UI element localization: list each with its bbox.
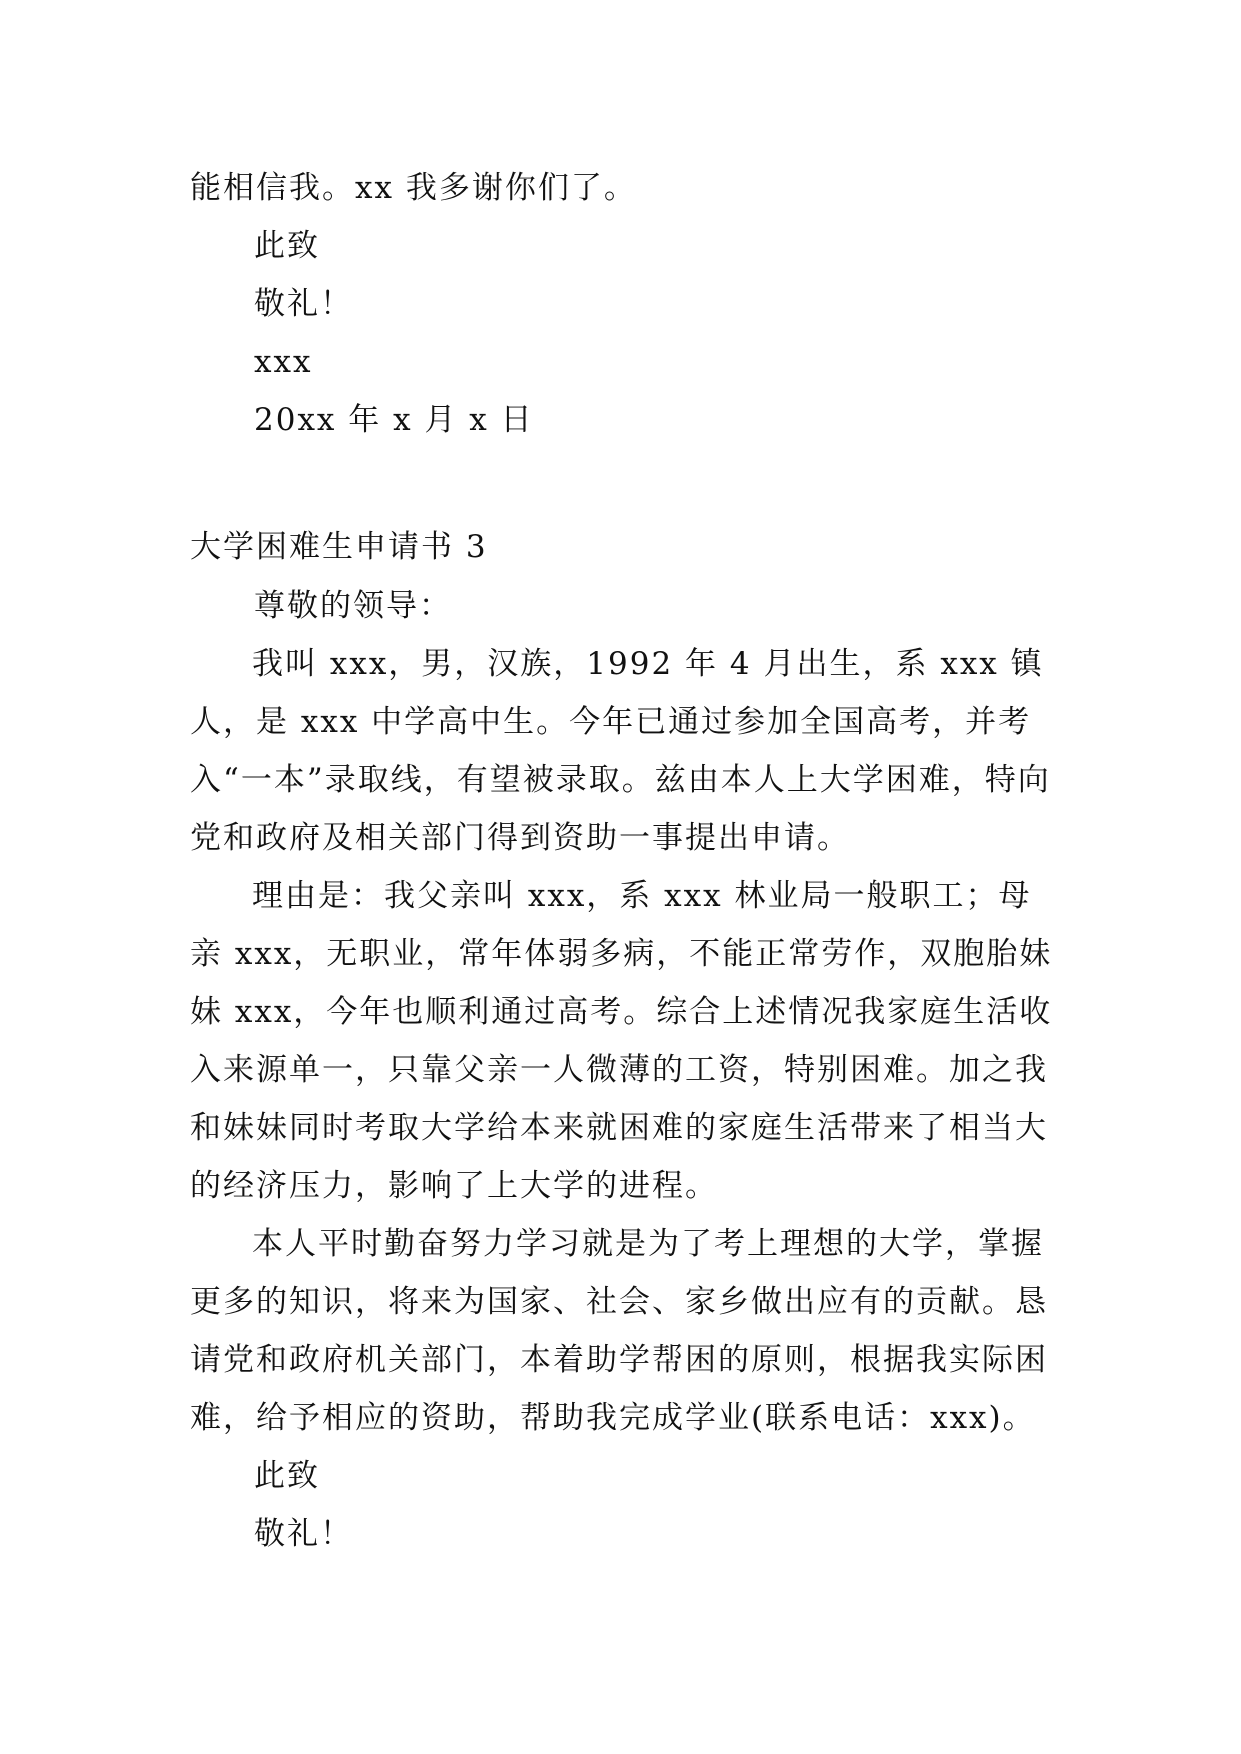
section-title: 大学困难生申请书 3 xyxy=(190,529,488,565)
letter-greeting: 尊敬的领导： xyxy=(254,588,452,624)
letter-date: 20xx 年 x 月 x 日 xyxy=(254,402,534,438)
previous-letter-tail-line: 能相信我。xx 我多谢你们了。 xyxy=(190,170,637,206)
closing-respect: 敬礼！ xyxy=(254,286,353,322)
closing-respect-2: 敬礼！ xyxy=(254,1516,353,1552)
body-paragraph-2: 理由是：我父亲叫 xxx，系 xxx 林业局一般职工；母亲 xxx，无职业，常年体弱多病，不能正常劳作，双胞胎妹妹 xxx，今年也顺利通过高考。综合上述情况我家庭生活收入来源单一，只靠父亲一人微薄的工资，特别困难。加之我和妹妹同时考取大学给本来就困难的家庭生活带来了相当大的经济压力，影响了上大学的进程。 xyxy=(190,878,1053,1204)
body-paragraph-1: 我叫 xxx，男，汉族，1992 年 4 月出生，系 xxx 镇人，是 xxx 中学高中生。今年已通过参加全国高考，并考入“一本”录取线，有望被录取。兹由本人上大学困难，特向党和政府及相关部门得到资助一事提出申请。 xyxy=(190,646,1051,856)
signature: xxx xyxy=(254,344,313,380)
body-paragraph-3: 本人平时勤奋努力学习就是为了考上理想的大学，掌握更多的知识，将来为国家、社会、家乡做出应有的贡献。恳请党和政府机关部门，本着助学帮困的原则，根据我实际困难，给予相应的资助，帮助我完成学业(联系电话：xxx)。 xyxy=(190,1226,1048,1436)
letter-3-heading xyxy=(190,518,1055,576)
closing-salutation: 此致 xyxy=(254,228,320,264)
previous-letter-ending xyxy=(190,159,1055,449)
closing-salutation-2: 此致 xyxy=(254,1458,320,1494)
letter-3-body xyxy=(190,577,1055,1563)
